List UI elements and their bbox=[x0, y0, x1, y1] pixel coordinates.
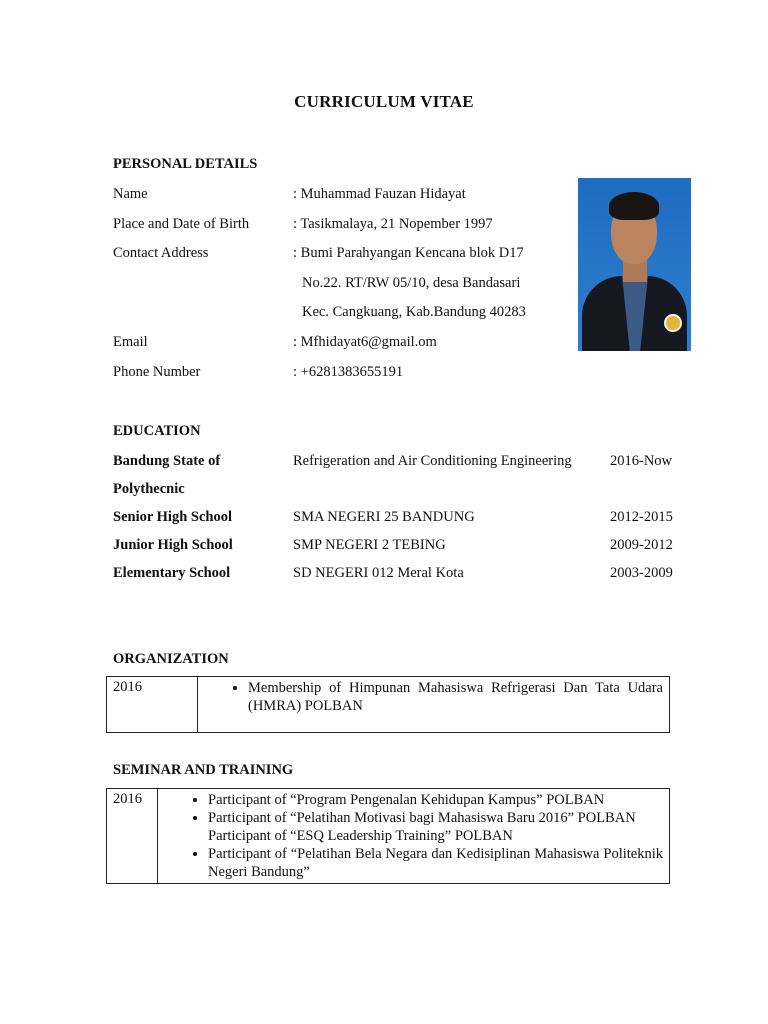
education-school: SD NEGERI 012 Meral Kota bbox=[293, 565, 464, 581]
name-label: Name bbox=[113, 186, 148, 202]
education-school: Refrigeration and Air Conditioning Engineering bbox=[293, 453, 572, 469]
seminar-item-extra: Participant of “ESQ Leadership Training” POLBAN bbox=[208, 828, 513, 844]
address-line-3: Kec. Cangkuang, Kab.Bandung 40283 bbox=[302, 304, 526, 320]
address-line-1: : Bumi Parahyangan Kencana blok D17 bbox=[293, 245, 524, 261]
organization-item: • Membership of Himpunan Mahasiswa Refrigerasi Dan Tata Udara (HMRA) POLBAN bbox=[248, 679, 663, 715]
name-value: : Muhammad Fauzan Hidayat bbox=[293, 186, 466, 202]
seminar-heading: SEMINAR AND TRAINING bbox=[113, 762, 294, 778]
phone-value: : +6281383655191 bbox=[293, 364, 404, 380]
education-years: 2016-Now bbox=[610, 453, 673, 469]
address-label: Contact Address bbox=[113, 245, 209, 261]
organization-year: 2016 bbox=[107, 677, 198, 733]
birth-label: Place and Date of Birth bbox=[113, 216, 250, 232]
email-label: Email bbox=[113, 334, 148, 350]
profile-photo bbox=[578, 178, 691, 351]
phone-label: Phone Number bbox=[113, 364, 201, 380]
education-level: Junior High School bbox=[113, 537, 233, 553]
seminar-item bbox=[208, 809, 663, 845]
education-level-cont: Polythecnic bbox=[113, 481, 185, 497]
personal-details-heading: PERSONAL DETAILS bbox=[113, 156, 258, 172]
seminar-table bbox=[106, 788, 670, 884]
email-value: : Mfhidayat6@gmail.om bbox=[293, 334, 437, 350]
education-years: 2012-2015 bbox=[610, 509, 673, 525]
education-years: 2003-2009 bbox=[610, 565, 673, 581]
seminar-item: • Participant of “Pelatihan Bela Negara dan Kedisiplinan Mahasiswa Politeknik Negeri Bandung” bbox=[208, 845, 663, 881]
education-level: Elementary School bbox=[113, 565, 231, 581]
education-heading: EDUCATION bbox=[113, 423, 201, 439]
education-level: Bandung State of bbox=[113, 453, 221, 469]
seminar-item: • Participant of “Program Pengenalan Kehidupan Kampus” POLBAN bbox=[208, 791, 663, 809]
address-line-2: No.22. RT/RW 05/10, desa Bandasari bbox=[302, 275, 521, 291]
education-years: 2009-2012 bbox=[610, 537, 673, 553]
education-level: Senior High School bbox=[113, 509, 232, 525]
seminar-year: 2016 bbox=[107, 789, 158, 884]
seminar-item-text: Participant of “Pelatihan Motivasi bagi Mahasiswa Baru 2016” POLBAN bbox=[208, 810, 636, 826]
document-title: CURRICULUM VITAE bbox=[294, 92, 474, 111]
organization-heading: ORGANIZATION bbox=[113, 651, 229, 667]
organization-table bbox=[106, 676, 670, 733]
education-school: SMA NEGERI 25 BANDUNG bbox=[293, 509, 475, 525]
birth-value: : Tasikmalaya, 21 Nopember 1997 bbox=[293, 216, 493, 232]
education-school: SMP NEGERI 2 TEBING bbox=[293, 537, 446, 553]
